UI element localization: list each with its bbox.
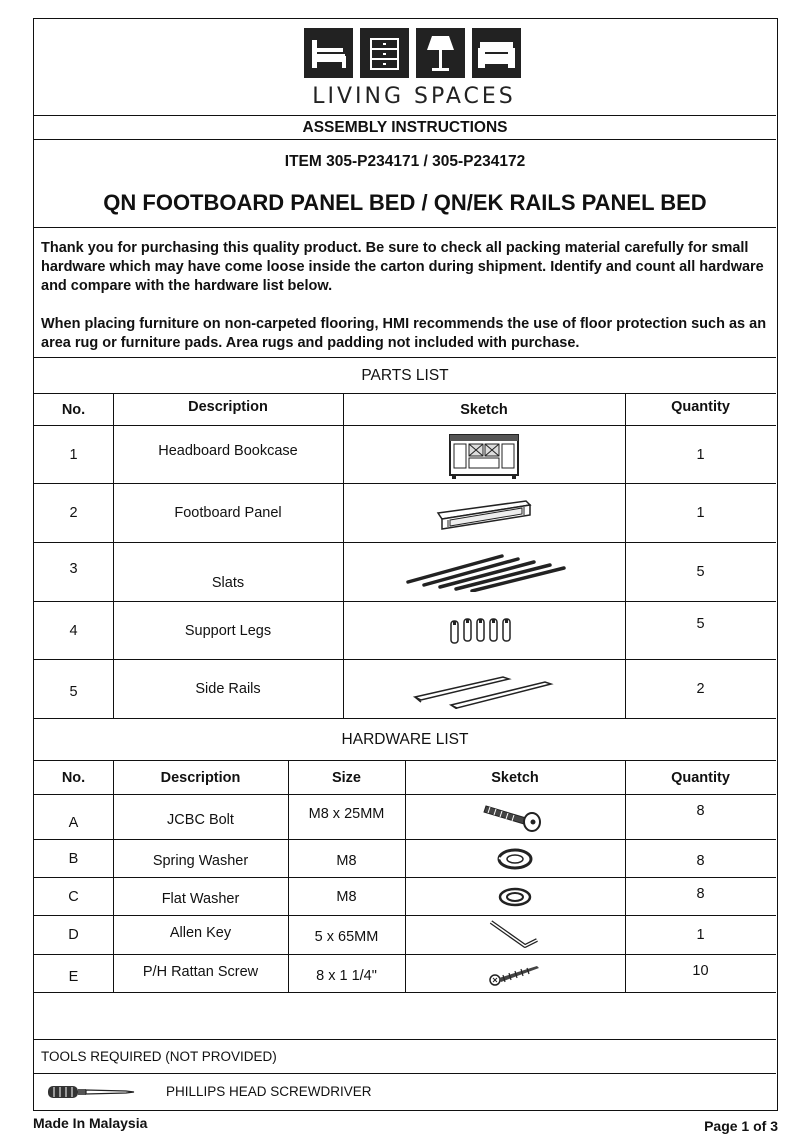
part-no: 4	[69, 622, 78, 639]
hardware-size: M8	[336, 888, 357, 905]
parts-header-quantity: Quantity	[671, 399, 730, 415]
tools-title-text: TOOLS REQUIRED (NOT PROVIDED)	[41, 1049, 277, 1064]
table-row	[34, 426, 776, 484]
brand-logo-text: LIVING SPACES	[312, 84, 516, 109]
hardware-header-quantity: Quantity	[671, 769, 730, 786]
allen-key-icon	[405, 916, 625, 954]
tools-item-row	[34, 1074, 776, 1110]
part-quantity: 1	[696, 505, 705, 521]
brand-logo-icons	[304, 28, 524, 84]
hardware-description: Spring Washer	[152, 852, 249, 869]
hardware-quantity: 8	[696, 852, 705, 869]
assembly-heading-text: ASSEMBLY INSTRUCTIONS	[302, 118, 508, 136]
blank-row	[34, 993, 776, 1040]
hardware-table-header	[34, 761, 776, 795]
part-description: Slats	[211, 575, 245, 591]
hardware-size: M8 x 25MM	[308, 806, 385, 822]
page-number: Page 1 of 3	[704, 1118, 778, 1134]
parts-header-description: Description	[188, 399, 268, 415]
hardware-quantity: 10	[692, 962, 709, 979]
hardware-description: Flat Washer	[161, 890, 240, 907]
parts-table-header	[34, 394, 776, 426]
hardware-size: M8	[336, 852, 357, 869]
parts-list-title	[34, 358, 776, 394]
table-row	[34, 602, 776, 660]
flat-washer-icon	[405, 878, 625, 915]
product-title: QN FOOTBOARD PANEL BED / QN/EK RAILS PANEL BED	[103, 190, 707, 215]
part-quantity: 1	[696, 446, 705, 463]
part-no: 2	[69, 505, 78, 521]
part-description: Support Legs	[184, 622, 272, 639]
part-quantity: 2	[696, 681, 705, 697]
spring-washer-icon	[405, 840, 625, 877]
part-description: Footboard Panel	[174, 505, 282, 521]
hardware-list-title	[34, 719, 776, 761]
part-quantity: 5	[696, 616, 705, 632]
tools-item-text: PHILLIPS HEAD SCREWDRIVER	[166, 1084, 372, 1099]
bolt-icon	[405, 795, 625, 839]
hardware-no: A	[68, 815, 79, 831]
instruction-sheet	[33, 18, 778, 1111]
part-description: Headboard Bookcase	[158, 443, 298, 459]
part-no: 5	[69, 684, 78, 700]
intro-block	[34, 228, 776, 358]
brand-logo	[304, 28, 524, 110]
hardware-description: JCBC Bolt	[167, 812, 234, 828]
tools-title	[34, 1040, 776, 1074]
item-title-block	[34, 140, 776, 228]
screw-icon	[405, 955, 625, 992]
table-row	[34, 660, 776, 719]
hardware-no: C	[68, 888, 79, 905]
hardware-description: Allen Key	[169, 925, 232, 941]
hardware-quantity: 8	[696, 803, 705, 819]
hardware-header-size: Size	[331, 769, 361, 786]
hardware-quantity: 8	[696, 885, 705, 902]
hardware-header-no: No.	[61, 769, 86, 786]
logo-header	[34, 19, 776, 116]
made-in-label: Made In Malaysia	[33, 1115, 148, 1131]
hardware-no: B	[68, 850, 79, 867]
part-no: 3	[69, 561, 78, 577]
parts-header-sketch: Sketch	[460, 401, 508, 418]
table-row	[34, 840, 776, 878]
headboard-bookcase-icon	[343, 426, 625, 483]
dresser-icon	[370, 38, 399, 70]
parts-header-no: No.	[61, 401, 86, 418]
side-rails-icon	[343, 660, 625, 718]
parts-list-title-text: PARTS LIST	[361, 366, 449, 384]
table-row	[34, 795, 776, 840]
table-row	[34, 543, 776, 602]
footboard-panel-icon	[343, 484, 625, 542]
hardware-no: D	[68, 927, 79, 943]
intro-paragraph-2: When placing furniture on non-carpeted flooring, HMI recommends the use of floor protection such as an area rug or furniture pads. Area rugs and padding not included with purchase.	[41, 316, 767, 351]
screwdriver-icon	[46, 1083, 136, 1101]
part-description: Side Rails	[195, 681, 261, 697]
hardware-header-sketch: Sketch	[491, 769, 539, 786]
hardware-size: 8 x 1 1/4"	[316, 967, 377, 984]
table-row	[34, 878, 776, 916]
table-row	[34, 955, 776, 993]
support-legs-icon	[343, 602, 625, 659]
table-row	[34, 916, 776, 955]
hardware-size: 5 x 65MM	[314, 929, 379, 945]
item-number: ITEM 305-P234171 / 305-P234172	[284, 153, 526, 170]
assembly-heading	[34, 116, 776, 140]
hardware-description: P/H Rattan Screw	[142, 963, 259, 980]
slats-icon	[343, 543, 625, 601]
part-quantity: 5	[696, 564, 705, 580]
intro-paragraph-1: Thank you for purchasing this quality product. Be sure to check all packing material carefully for small hardware which may have come loose inside the carton during shipment. Identify and count all hardware and compare with the hardware list below.	[41, 240, 764, 294]
part-no: 1	[69, 446, 78, 463]
hardware-list-title-text: HARDWARE LIST	[341, 730, 469, 748]
table-row	[34, 484, 776, 543]
hardware-header-description: Description	[160, 769, 241, 786]
hardware-quantity: 1	[696, 927, 705, 943]
hardware-no: E	[68, 968, 79, 985]
